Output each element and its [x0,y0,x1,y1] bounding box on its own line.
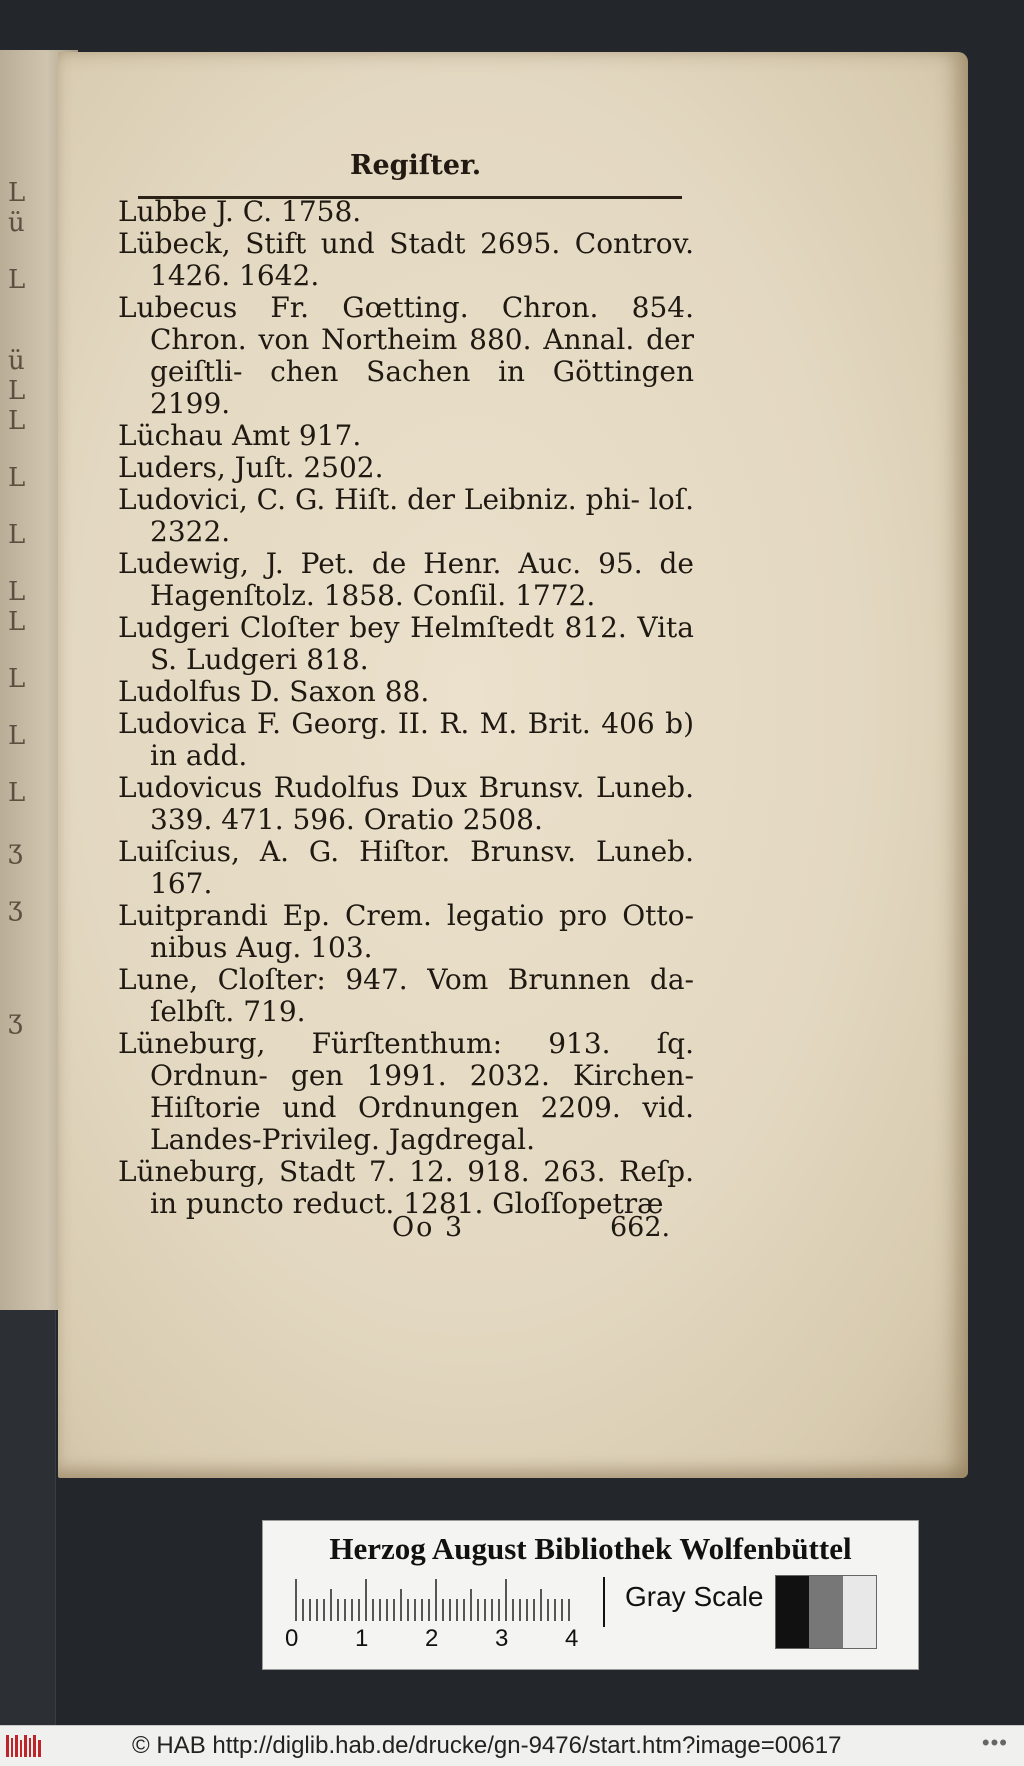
ruler-ticks [295,1577,575,1621]
register-entry: Lübeck, Stift und Stadt 2695. Controv. 1426. 1642. [118,227,694,292]
left-page-fragment: L [8,520,26,550]
catchword: 662. [610,1212,671,1243]
ruler-number: 2 [425,1625,439,1652]
left-page-fragment: L [8,664,26,694]
target-title: Herzog August Bibliothek Wolfenbüttel [329,1531,852,1566]
register-entry: Lune, Cloſter: 947. Vom Brunnen da- ſelbſt. 719. [118,963,694,1028]
gray-scale-separator [603,1577,605,1627]
left-page-fragment: L [8,721,26,751]
register-entry: Luders, Juſt. 2502. [118,451,384,484]
gray-swatch [809,1576,842,1648]
register-entry: Lüneburg, Fürſtenthum: 913. ſq. Ordnun- gen 1991. 2032. Kirchen-Hiſtorie und Ordnungen 2209. vid. Landes-Privileg. Jagdregal. [118,1027,694,1156]
left-page-fragment: ʒ [8,835,23,865]
left-page-fragment: ʒ [8,1005,23,1035]
left-dark-strip [0,1310,56,1725]
register-entry: Luiſcius, A. G. Hiſtor. Brunsv. Luneb. 167. [118,835,694,900]
left-page-fragment: L [8,607,26,637]
left-page-fragment: L [8,376,26,406]
status-url[interactable]: © HAB http://diglib.hab.de/drucke/gn-9476/start.htm?image=00617 [132,1732,842,1759]
left-page-fragment: L [8,265,26,295]
register-entry: Ludolfus D. Saxon 88. [118,675,430,708]
gray-scale-label: Gray Scale [625,1581,764,1612]
left-page-fragment: L [8,577,26,607]
register-entry: Luitprandi Ep. Crem. legatio pro Otto- nibus Aug. 103. [118,899,694,964]
register-entry: Ludgeri Cloſter bey Helmſtedt 812. Vita S. Ludgeri 818. [118,611,694,676]
left-page-fragment: ü [8,346,25,376]
register-entry: Ludovica F. Georg. II. R. M. Brit. 406 b) in add. [118,707,694,772]
register-entries [118,196,694,1220]
gray-swatch [776,1576,809,1648]
left-page-fragment: ü [8,208,25,238]
left-page-fragment: ʒ [8,892,23,922]
register-entry: Lubecus Fr. Gœtting. Chron. 854. Chron. von Northeim 880. Annal. der geiſtli- chen Sachen in Göttingen 2199. [118,291,694,420]
signature-mark: Oo 3 [392,1212,465,1243]
left-page-fragment: L [8,406,26,436]
page-header: Regiſter. [350,150,482,181]
ruler-number: 3 [495,1625,509,1652]
register-entry: Ludovicus Rudolfus Dux Brunsv. Luneb. 339. 471. 596. Oratio 2508. [118,771,694,836]
register-entry: Ludewig, J. Pet. de Henr. Auc. 95. de Hagenſtolz. 1858. Conſil. 1772. [118,547,694,612]
register-entry: Lüchau Amt 917. [118,419,362,452]
color-target [262,1520,919,1670]
register-entry: Lubbe J. C. 1758. [118,195,362,228]
ruler-number: 4 [565,1625,579,1652]
left-page-fragment: L [8,463,26,493]
left-page-fragment: L [8,178,26,208]
status-bar [0,1725,1024,1766]
ruler-number: 0 [285,1625,299,1652]
gray-swatches [775,1575,877,1649]
left-page-fragment: L [8,778,26,808]
hab-logo-icon [4,1732,44,1760]
more-menu-icon[interactable]: ••• [981,1730,1008,1755]
ruler-number: 1 [355,1625,369,1652]
register-entry: Lüneburg, Stadt 7. 12. 918. 263. Reſp. in puncto reduct. 1281. Gloſſopetræ [118,1155,694,1220]
register-entry: Ludovici, C. G. Hiſt. der Leibniz. phi- loſ. 2322. [118,483,694,548]
ruler-numbers [285,1625,585,1655]
gray-swatch [843,1576,876,1648]
